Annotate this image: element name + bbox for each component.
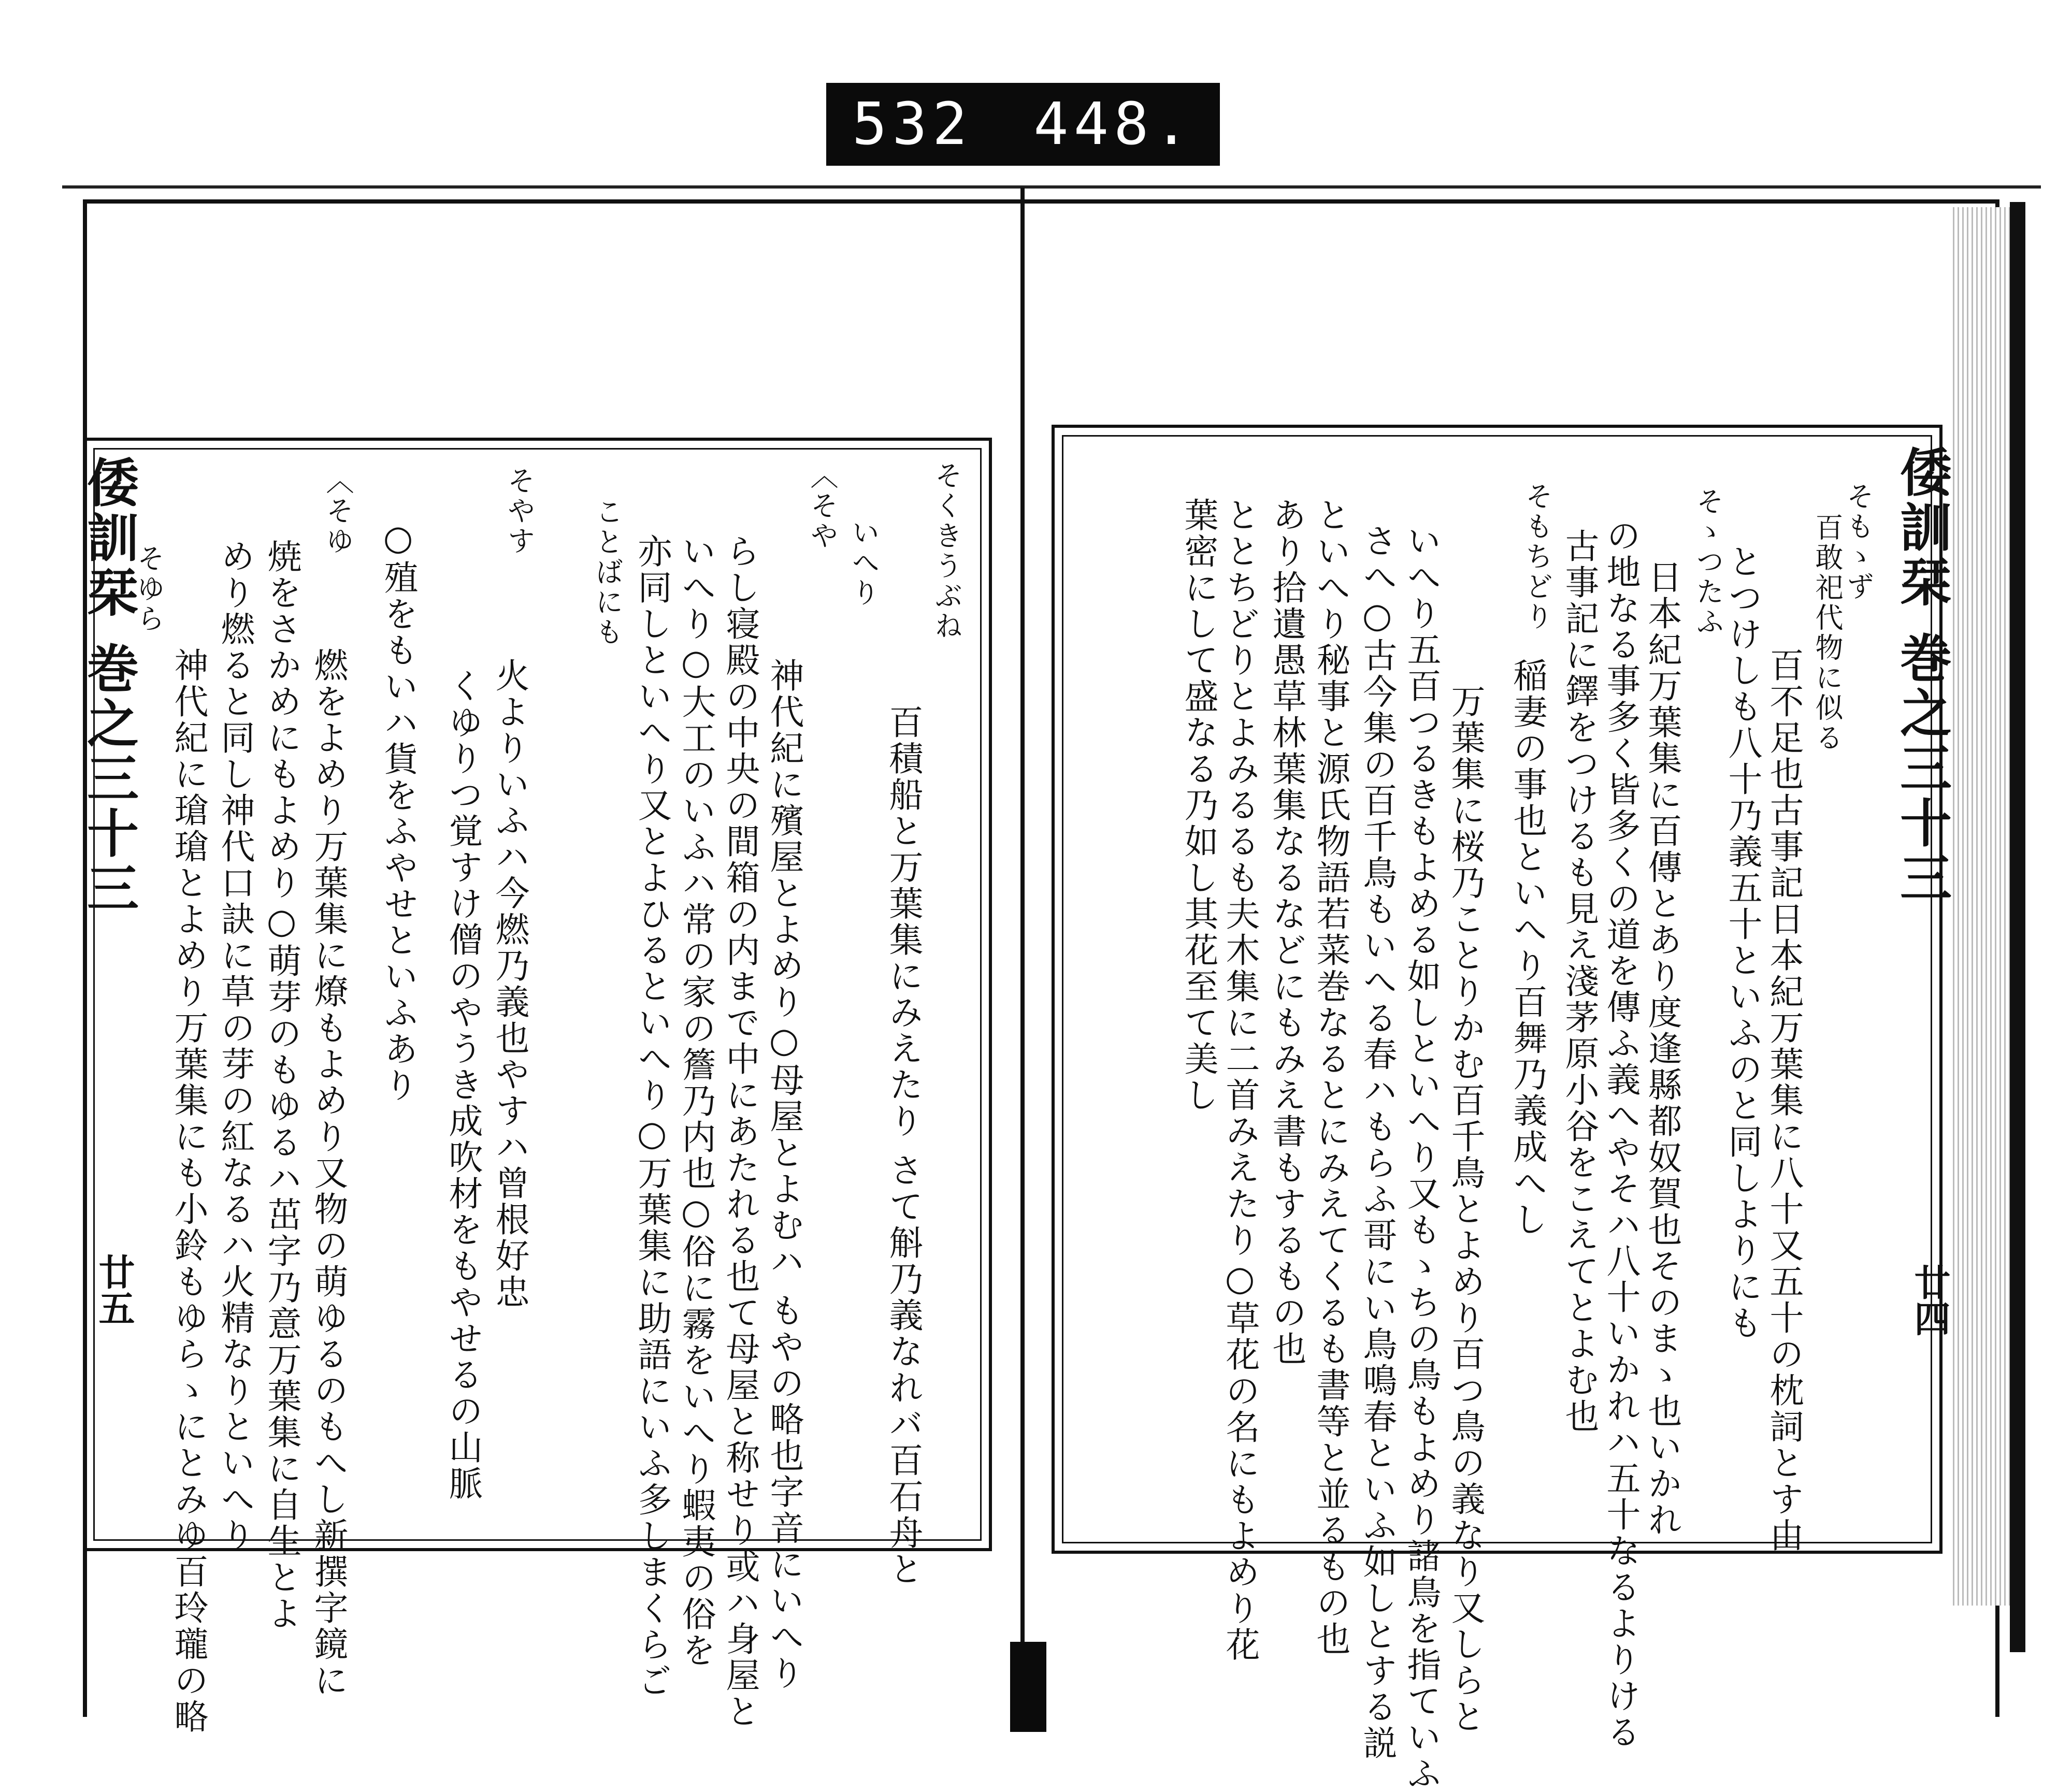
text-column: 神代紀に殯屋とよめり○母屋とよむハ もやの略也字音にいへり <box>764 658 804 1692</box>
text-column: 〈そゆ <box>322 466 354 556</box>
spine-block <box>1010 1642 1046 1732</box>
book-spine <box>1020 187 1025 1689</box>
left-page-title: 倭訓栞 <box>78 456 139 620</box>
text-column: 亦同しといへり又とよひるといへり○万葉集に助語にいふ多しまくらご <box>632 533 672 1699</box>
text-column: 稲妻の事也といへり百舞乃義成へし <box>1507 658 1547 1238</box>
text-column: 日本紀万葉集に百傳とあり度逢縣都奴賀也そのまゝ也いかれ <box>1642 559 1682 1538</box>
text-column: いへり五百つるきもよめる如しといへり又もゝちの鳥もよめり諸鳥を指ていふ <box>1401 523 1441 1792</box>
text-column: 百不足也古事記日本紀万葉集に八十又五十の枕詞とす由 <box>1764 647 1804 1554</box>
right-page-folio: 廿四 <box>1908 1264 1951 1336</box>
left-page-header <box>78 456 139 916</box>
catalog-label <box>826 83 1220 166</box>
text-column: とつけしも八十乃義五十といふのと同しよりにも <box>1722 544 1762 1341</box>
text-column: 葉密にして盛なる乃如し其花至て美し <box>1178 497 1218 1114</box>
page-edges <box>1953 207 2015 1606</box>
text-column: くゆりつ覚すけ僧のやうき成吹材をもやせるの山脈 <box>443 668 483 1502</box>
text-column: 古事記に鐸をつけるも見え淺茅原小谷をこえてとよむ也 <box>1559 528 1599 1435</box>
text-column: 火よりいふハ今燃乃義也やすハ曾根好忠 <box>490 658 529 1310</box>
cover-edge <box>2010 202 2025 1652</box>
book-top-edge <box>62 185 2041 189</box>
text-column: さへ○古今集の百千鳥もいへる春ハもらふ哥にい鳥鳴春といふ如しとする説 <box>1357 523 1397 1761</box>
catalog-number-right: 448. <box>1033 91 1194 158</box>
text-column: いへり○大工のいふハ常の家の簷乃内也○俗に霧をいへり蝦夷の俗を <box>676 533 716 1669</box>
text-column: ことばにも <box>591 497 624 647</box>
text-column: の地なる事多く皆多くの道を傳ふ義へやそハ八十いかれハ五十なるよりける <box>1601 518 1641 1751</box>
text-column: らし寝殿の中央の間箱の内まで中にあたれる也て母屋と称せり或ハ身屋と <box>720 533 760 1730</box>
text-column: そやす <box>503 466 536 556</box>
text-column: といへり秘事と源氏物語若菜巻なるとにみえてくるも書等と並るもの也 <box>1311 497 1350 1657</box>
right-page-header <box>1891 445 1952 906</box>
text-column: そもちどり <box>1521 482 1553 632</box>
text-column: めり燃ると同し神代口訣に草の芽の紅なるハ火精なりといへり <box>215 539 255 1554</box>
right-page-title: 倭訓栞 <box>1891 445 1952 610</box>
text-column: 〈そや <box>806 461 839 551</box>
right-page-volume: 巻之三十三 <box>1891 631 1952 906</box>
text-column: ととちどりとよみるるも夫木集に二首みえたり○草花の名にもよめり花 <box>1220 497 1260 1663</box>
text-column: ○殖をもいハ貨をふやせといふあり <box>378 518 418 1104</box>
text-column: 焼をさかめにもよめり○萌芽のもゆるハ茁字乃意万葉集に自生とよ <box>262 539 301 1632</box>
text-column: 百積船と万葉集にみえたり さて斛乃義なれバ百石舟と <box>883 704 923 1587</box>
text-column: あり拾遺愚草林葉集なるなどにもみえ書もするもの也 <box>1267 497 1306 1367</box>
text-column: そゆら <box>133 544 165 634</box>
text-column: 万葉集に桜乃ことりかむ百千鳥とよめり百つ鳥の義なり又しらと <box>1445 684 1485 1735</box>
catalog-number-left: 532 <box>852 91 973 158</box>
text-column: そもゝず <box>1842 482 1875 602</box>
text-column: いへり <box>847 518 880 608</box>
text-column: 燃をよめり万葉集に燎もよめり又物の萌ゆるのもへし新撰字鏡に <box>308 647 348 1699</box>
left-page-folio: 廿五 <box>93 1253 136 1326</box>
text-column: そゝつたふ <box>1692 487 1724 637</box>
text-column: そくきうぶね <box>930 461 963 641</box>
left-page-volume: 巻之三十三 <box>78 641 139 916</box>
text-column: 百敢祀代物に似る <box>1811 513 1844 753</box>
text-column: 神代紀に瑲瑲とよめり万葉集にも小鈴もゆらゝにとみゆ百玲瓏の略 <box>168 647 208 1735</box>
